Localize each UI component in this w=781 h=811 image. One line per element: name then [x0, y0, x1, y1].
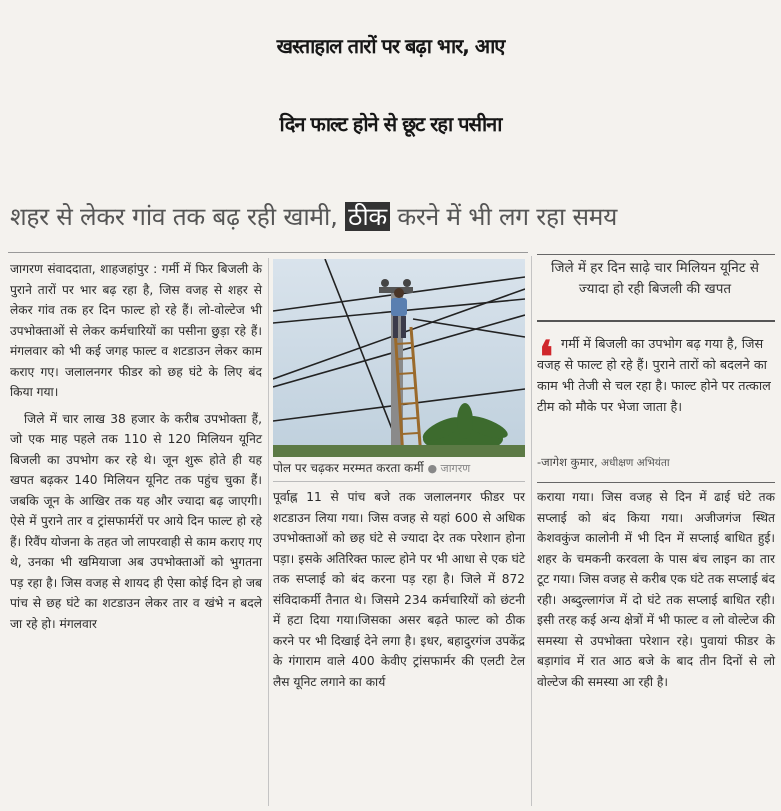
infobox-quote-text: गर्मी में बिजली का उपभोग बढ़ गया है, जिस वजह से फाल्ट हो रहे हैं। पुराने तारों को बदलने का काम भी तेजी से चल रहा है। फाल्ट होने पर तत्काल टीम को मौके पर भेजा जाता है। [537, 337, 771, 415]
column-1 [10, 259, 262, 634]
column-3-text: कराया गया। जिस वजह से दिन में ढाई घंटे तक सप्लाई को बंद किया गया। अजीजगंज स्थित केशवकुंज कालोनी में भी दिन में सप्लाई बाधित हुई। शहर के चमकनी करवला के पास बंच लाइन का तार टूट गया। जिस वजह से करीब एक घंटे तक सप्लाई बंद रही। अब्दुल्लागंज में दो घंटे तक सप्लाई बाधित रही। इसी तरह कई अन्य क्षेत्रों में भी फाल्ट व लो वोल्टेज की समस्या से उपभोक्ता परेशान रहे। पुवायां फीडर के बड़ागांव में रात आठ बजे के बाद तीन दिनों से लो वोल्टेज की समस्या आ रही है। [537, 490, 775, 689]
divider-col1-col2 [268, 258, 269, 806]
column-1-paragraph-2: जिले में चार लाख 38 हजार के करीब उपभोक्ता हैं, जो एक माह पहले तक 110 से 120 मिलियन यूनिट बिजली का उपभोग कर रहे थे। जून शुरू होते ही यह खपत बढ़कर 140 मिलियन यूनिट तक पहुंच चुका हैं। जबकि जून के आखिर तक यह और ज्यादा बढ़ जाएगी। ऐसे में पुराने तार व ट्रांसफार्मरों पर आये दिन फाल्ट हो रहे हैं। रिवैंप योजना के तहत जो लापरवाही से काम कराए गए थे, उनका भी खमियाजा अब उपभोक्ताओं को भुगतना पड़ रहा है। जिस वजह से शायद ही ऐसा कोई दिन हो जब पांच से छह घंटे का शटडाउन लेकर तार व खंभे न बदले जा रहे हो। मंगलवार [10, 411, 262, 631]
divider-infobox-title [537, 320, 775, 322]
headline-line-1: खस्ताहाल तारों पर बढ़ा भार, आए [276, 34, 505, 58]
headline-line-2: दिन फाल्ट होने से छूट रहा पसीना [279, 112, 502, 136]
subheadline-before: शहर से लेकर गांव तक बढ़ रही खामी, [10, 202, 346, 231]
divider-under-subhead-left [8, 252, 528, 253]
column-1-paragraph-1: जागरण संवाददाता, शाहजहांपुर : गर्मी में फिर बिजली के पुराने तारों पर भार बढ़ रहा है, जिस वजह से शहर से लेकर गांव तक हर दिन फाल्ट हो रहे हैं। लो-वोल्टेज भी उपभोक्ताओं से लेकर कर्मचारियों का पसीना छुड़ा रहे हैं। मंगलवार को भी कई जगह फाल्ट व शटडाउन लेकर काम कराए गए। जलालनगर फीडर को छह घंटे के लिए बंद किया गया। [10, 262, 262, 399]
infobox-attribution [537, 455, 773, 470]
quote-mark-icon: ❛ [539, 332, 554, 383]
divider-col2-col3 [531, 256, 532, 806]
divider-infobox-bottom [537, 482, 775, 483]
subheadline [10, 200, 775, 233]
photo-credit: ● जागरण [427, 462, 471, 475]
news-photo [273, 259, 525, 457]
divider-under-photo [273, 481, 525, 482]
photo-caption [273, 459, 525, 476]
subheadline-after: करने में भी लग रहा समय [389, 202, 618, 231]
column-2-text: पूर्वाह्न 11 से पांच बजे तक जलालनगर फीडर पर शटडाउन लिया गया। जिस वजह से यहां 600 से अधिक उपभोक्ताओं को छह घंटे से ज्यादा देर तक परेशान होना पड़ा। इसके अतिरिक्त फाल्ट होने पर भी आधा से एक घंटे तक सप्लाई को बंद करना पड़ रहा है। जिले में 872 संविदाकर्मी तैनात थे। जिसमे 234 कर्मचारियों को छंटनी में हटा दिया गया।जिसका असर बढ़ते फाल्ट को ठीक करने पर भी दिखाई देने लगा है। इधर, बहादुरगंज उपकेंद्र के गंगाराम वाले 400 केवीए ट्रांसफार्मर की एलटी टेल लैस यूनिट लगाने का कार्य [273, 490, 525, 689]
column-3 [537, 487, 775, 692]
attribution-designation: अधीक्षण अभियंता [597, 457, 670, 469]
photo-caption-text: पोल पर चढ़कर मरम्मत करता कर्मी [273, 461, 424, 475]
column-2 [273, 487, 525, 692]
divider-infobox-top [537, 254, 775, 255]
infobox-quote [537, 334, 775, 418]
infobox-title: जिले में हर दिन साढ़े चार मिलियन यूनिट से ज्यादा हो रही बिजली की खपत [550, 260, 760, 297]
attribution-name: -जागेश कुमार, [537, 455, 598, 469]
subheadline-highlight: ठीक [345, 202, 390, 231]
